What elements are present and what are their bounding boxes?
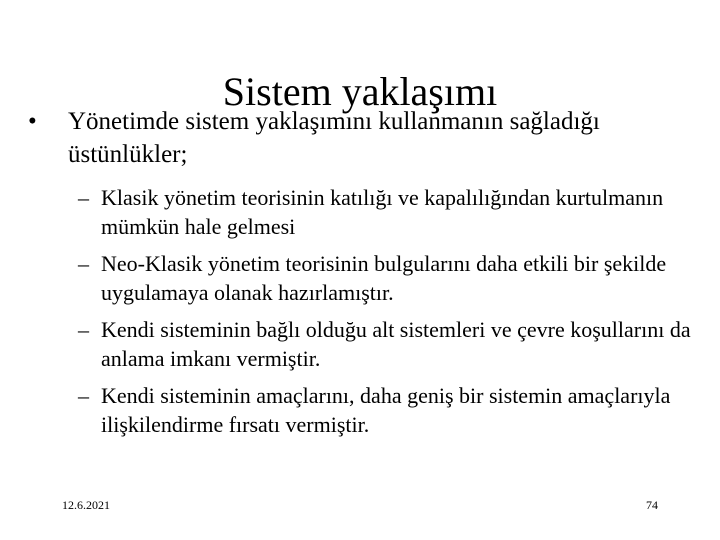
main-bullet bbox=[28, 105, 688, 171]
sub-bullet bbox=[78, 381, 698, 439]
slide-title: Sistem yaklaşımı bbox=[222, 69, 498, 114]
sub-bullet-list bbox=[78, 183, 698, 447]
sub-bullet-text: Neo-Klasik yönetim teorisinin bulgularını daha etkili bir şekilde uygulamaya olanak hazırlamıştır. bbox=[101, 251, 667, 305]
sub-bullet-text: Kendi sisteminin bağlı olduğu alt sistemleri ve çevre koşullarını da anlama imkanı vermiştir. bbox=[101, 317, 691, 371]
sub-bullet-marker: – bbox=[78, 185, 89, 210]
sub-bullet bbox=[78, 183, 698, 241]
footer-date: 12.6.2021 bbox=[62, 498, 110, 512]
bullet-marker: • bbox=[28, 108, 37, 135]
page-number: 74 bbox=[646, 498, 658, 512]
sub-bullet-text: Klasik yönetim teorisinin katılığı ve kapalılığından kurtulmanın mümkün hale gelmesi bbox=[101, 185, 664, 239]
sub-bullet bbox=[78, 315, 698, 373]
sub-bullet-text: Kendi sisteminin amaçlarını, daha geniş bir sistemin amaçlarıyla ilişkilendirme fırsatı vermiştir. bbox=[101, 383, 671, 437]
sub-bullet bbox=[78, 249, 698, 307]
sub-bullet-marker: – bbox=[78, 383, 89, 408]
sub-bullet-marker: – bbox=[78, 251, 89, 276]
sub-bullet-marker: – bbox=[78, 317, 89, 342]
main-bullet-text: Yönetimde sistem yaklaşımını kullanmanın sağladığı üstünlükler; bbox=[68, 108, 600, 168]
